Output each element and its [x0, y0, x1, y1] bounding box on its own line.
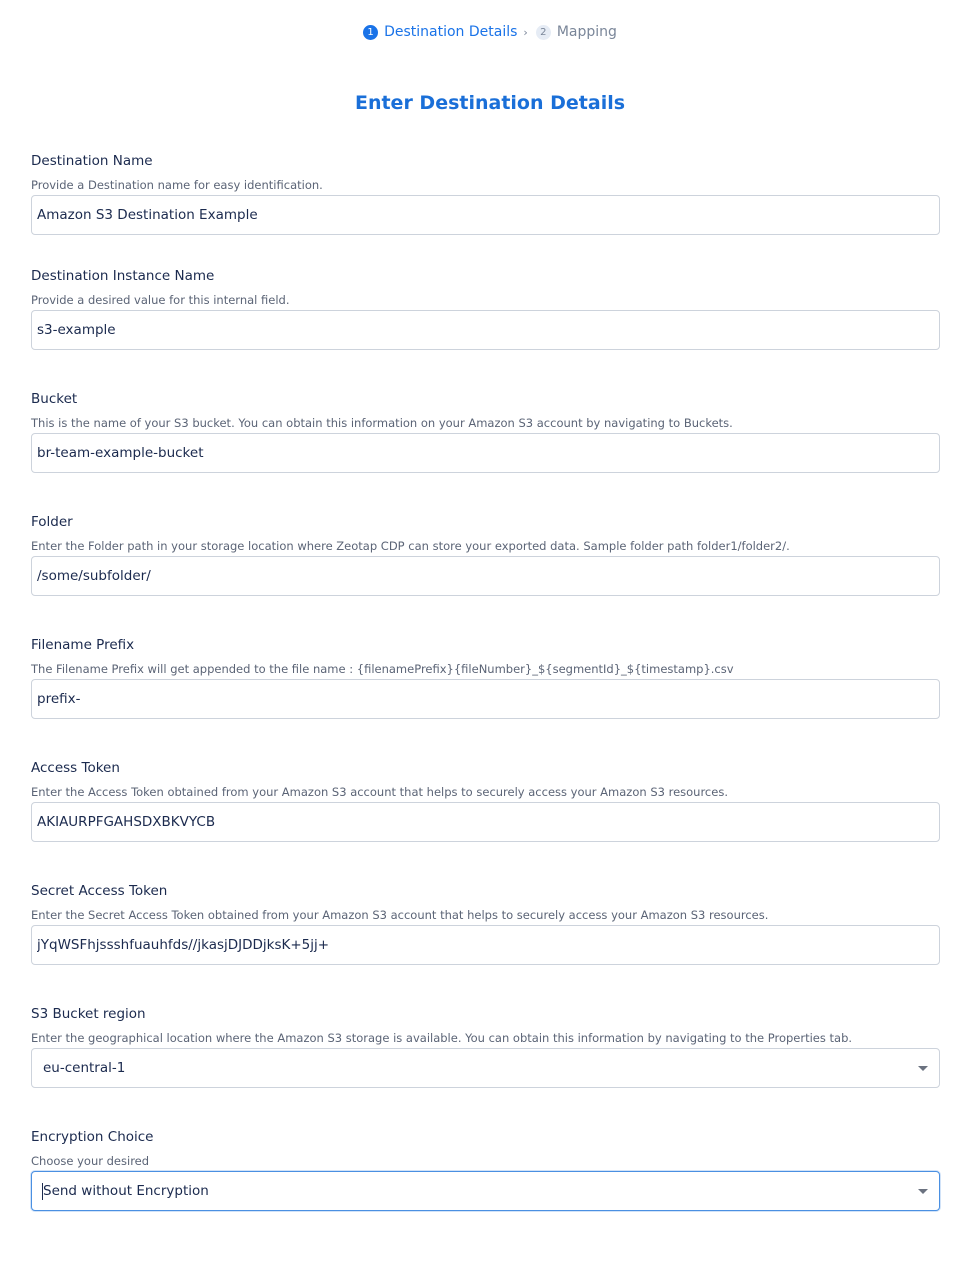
- region-label: S3 Bucket region: [31, 1006, 146, 1022]
- caret-down-icon: [918, 1066, 928, 1071]
- filename-prefix-label: Filename Prefix: [31, 637, 135, 653]
- instance-name-label: Destination Instance Name: [31, 268, 215, 284]
- destination-name-input[interactable]: [31, 195, 940, 235]
- step-label-destination-details: Destination Details: [384, 24, 518, 40]
- encryption-select[interactable]: [31, 1171, 940, 1211]
- region-field: [31, 1005, 940, 1076]
- access-token-help: Enter the Access Token obtained from your Amazon S3 account that helps to securely access your Amazon S3 resources.: [31, 785, 728, 799]
- secret-access-token-label: Secret Access Token: [31, 883, 168, 899]
- region-selected-value: eu-central-1: [43, 1060, 126, 1076]
- instance-name-field: [31, 267, 940, 307]
- destination-name-label: Destination Name: [31, 153, 153, 169]
- step-number-2: 2: [536, 25, 551, 40]
- bucket-input[interactable]: [31, 433, 940, 473]
- secret-access-token-field: [31, 882, 940, 922]
- folder-label: Folder: [31, 514, 73, 530]
- folder-input[interactable]: [31, 556, 940, 596]
- region-help: Enter the geographical location where the Amazon S3 storage is available. You can obtain this information by navigating to the Properties tab.: [31, 1031, 853, 1045]
- bucket-help: This is the name of your S3 bucket. You can obtain this information on your Amazon S3 account by navigating to Buckets.: [31, 416, 733, 430]
- secret-access-token-input[interactable]: [31, 925, 940, 965]
- page-title: Enter Destination Details: [354, 92, 626, 114]
- filename-prefix-help: The Filename Prefix will get appended to the file name : {filenamePrefix}{fileNumber}_${segmentId}_${timestamp}.csv: [31, 662, 734, 676]
- destination-name-help: Provide a Destination name for easy identification.: [31, 178, 323, 192]
- access-token-input[interactable]: [31, 802, 940, 842]
- encryption-selected-value: Send without Encryption: [43, 1183, 209, 1199]
- filename-prefix-input[interactable]: [31, 679, 940, 719]
- text-cursor: [42, 1183, 43, 1200]
- step-mapping[interactable]: [536, 24, 617, 40]
- destination-name-field: [31, 152, 940, 192]
- caret-down-icon: [918, 1189, 928, 1194]
- bucket-field: [31, 390, 940, 430]
- step-destination-details[interactable]: [363, 24, 517, 40]
- stepper: [0, 24, 980, 40]
- access-token-field: [31, 759, 940, 799]
- access-token-label: Access Token: [31, 760, 120, 776]
- folder-help: Enter the Folder path in your storage location where Zeotap CDP can store your exported data. Sample folder path folder1/folder2/.: [31, 539, 790, 553]
- region-select[interactable]: [31, 1048, 940, 1088]
- secret-access-token-help: Enter the Secret Access Token obtained from your Amazon S3 account that helps to securely access your Amazon S3 resources.: [31, 908, 769, 922]
- instance-name-help: Provide a desired value for this internal field.: [31, 293, 290, 307]
- encryption-help: Choose your desired: [31, 1154, 150, 1168]
- encryption-label: Encryption Choice: [31, 1129, 154, 1145]
- step-number-1: 1: [363, 25, 378, 40]
- instance-name-input[interactable]: [31, 310, 940, 350]
- encryption-field: [31, 1128, 940, 1199]
- step-label-mapping: Mapping: [556, 24, 617, 40]
- folder-field: [31, 513, 940, 553]
- bucket-label: Bucket: [31, 391, 78, 407]
- chevron-right-icon: ›: [523, 25, 528, 39]
- filename-prefix-field: [31, 636, 940, 676]
